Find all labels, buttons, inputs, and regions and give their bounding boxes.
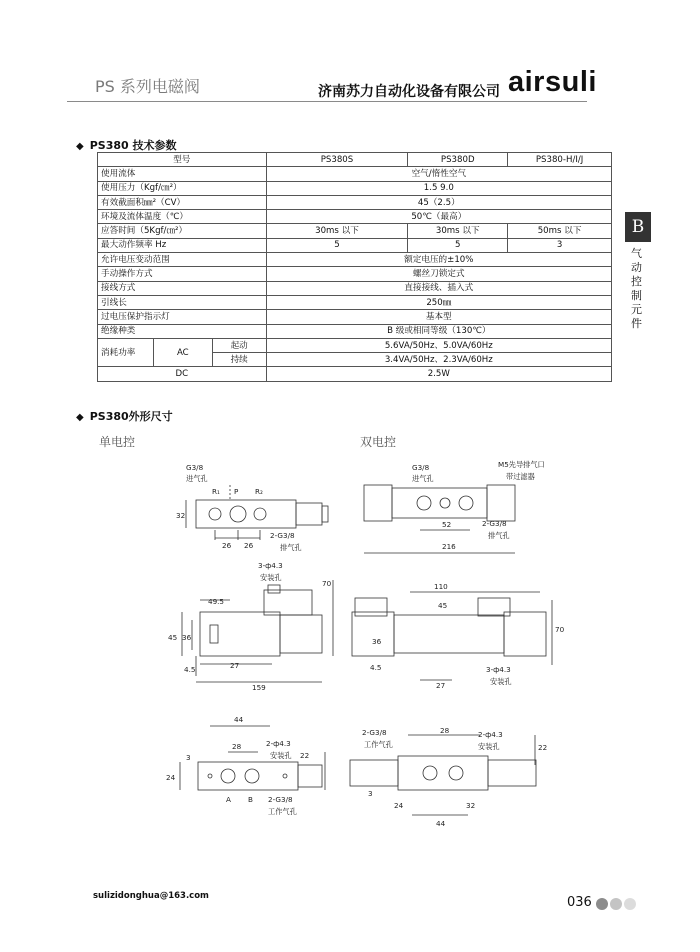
- row-label: 持续: [212, 353, 266, 367]
- contact-email: sulizidonghua@163.com: [93, 891, 209, 901]
- side-char: 元: [631, 303, 642, 316]
- row-value: 5: [408, 238, 508, 252]
- spec-section-title: ◆ PS380 技术参数: [76, 139, 177, 152]
- dim-label: 49.5: [208, 597, 225, 606]
- dim-label: 27: [436, 681, 446, 690]
- dim-label: G3/8: [186, 463, 204, 472]
- dim-label: 安装孔: [490, 677, 512, 686]
- page-dot-icon: [596, 898, 608, 910]
- row-label: 允许电压变动范围: [98, 253, 267, 267]
- dim-label: 159: [252, 683, 266, 692]
- row-label: 引线长: [98, 295, 267, 309]
- side-char: 制: [631, 289, 642, 302]
- header-cell: 型号: [98, 153, 267, 167]
- dim-label: 28: [440, 726, 450, 735]
- row-label: 使用流体: [98, 167, 267, 181]
- dim-label: 26: [244, 541, 254, 550]
- row-value: 30ms 以下: [408, 224, 508, 238]
- row-label: 消耗功率: [98, 338, 154, 367]
- dim-label: 2-ф4.3: [266, 739, 291, 748]
- page-number: 036: [567, 895, 592, 910]
- dim-label: 70: [555, 625, 565, 634]
- dim-label: 安装孔: [270, 751, 292, 760]
- page-dot-icon: [624, 898, 636, 910]
- company-name: 济南苏力自动化设备有限公司: [318, 84, 500, 100]
- dim-label: 4.5: [184, 665, 196, 674]
- row-value: 3.4VA/50Hz、2.3VA/60Hz: [266, 353, 611, 367]
- dim-label: R₂: [255, 487, 263, 496]
- row-value: 额定电压的±10%: [266, 253, 611, 267]
- dim-label: 进气孔: [412, 474, 434, 483]
- dim-label: 工作气孔: [364, 740, 393, 749]
- row-value: 250㎜: [266, 295, 611, 309]
- dim-label: 216: [442, 542, 456, 551]
- single-front-view: [182, 580, 333, 682]
- dim-label: 44: [436, 819, 446, 828]
- dim-label: B: [248, 795, 253, 804]
- header-cell: PS380-H/I/J: [508, 153, 612, 167]
- row-label: 起动: [212, 338, 266, 352]
- row-value: 空气/惰性空气: [266, 167, 611, 181]
- page-dot-icon: [610, 898, 622, 910]
- dim-label: 44: [234, 715, 244, 724]
- row-label: 绝缘种类: [98, 324, 267, 338]
- side-char: 件: [631, 317, 642, 330]
- dim-label: 32: [466, 801, 476, 810]
- double-coil-caption: 双电控: [360, 435, 397, 449]
- row-label: 接线方式: [98, 281, 267, 295]
- row-value: B 级或相同等级（130℃）: [266, 324, 611, 338]
- dim-label: 3: [368, 789, 373, 798]
- dim-label: 3-ф4.3: [258, 561, 283, 570]
- row-label: 应答时间（5Kgf/㎝²）: [98, 224, 267, 238]
- dim-label: 3-ф4.3: [486, 665, 511, 674]
- dim-label: 45: [438, 601, 448, 610]
- row-value: 50ms 以下: [508, 224, 612, 238]
- dim-label: 2-G3/8: [482, 519, 507, 528]
- single-coil-caption: 单电控: [99, 435, 136, 449]
- row-value: 5.6VA/50Hz、5.0VA/60Hz: [266, 338, 611, 352]
- dim-label: 进气孔: [186, 474, 208, 483]
- dim-label: 24: [394, 801, 404, 810]
- dim-label: 2-G3/8: [268, 795, 293, 804]
- dim-label: 36: [372, 637, 382, 646]
- double-front-view: [352, 592, 552, 680]
- dimension-section-title: ◆ PS380外形尺寸: [76, 410, 173, 423]
- side-char: 气: [631, 247, 642, 260]
- row-label: AC: [153, 338, 212, 367]
- dim-label: 安装孔: [478, 742, 500, 751]
- row-value: 45（2.5）: [266, 195, 611, 209]
- row-value: 50℃（最高）: [266, 210, 611, 224]
- dim-label: G3/8: [412, 463, 430, 472]
- dim-label: 22: [538, 743, 548, 752]
- row-label: 环境及流体温度（℃）: [98, 210, 267, 224]
- dim-label: 24: [166, 773, 176, 782]
- side-tab-letter: B: [625, 212, 651, 242]
- row-value: 3: [508, 238, 612, 252]
- series-title: PS 系列电磁阀: [95, 77, 200, 96]
- dim-label: R₁: [212, 487, 220, 496]
- dim-label: 45: [168, 633, 178, 642]
- row-value: 1.5 9.0: [266, 181, 611, 195]
- dim-label: 70: [322, 579, 332, 588]
- dim-label: 带过滤器: [506, 472, 535, 481]
- dim-label: 排气孔: [280, 543, 302, 552]
- dim-label: 2-G3/8: [362, 728, 387, 737]
- row-value: 30ms 以下: [266, 224, 408, 238]
- dim-label: 27: [230, 661, 240, 670]
- dim-label: 36: [182, 633, 192, 642]
- dim-label: 2-ф4.3: [478, 730, 503, 739]
- diamond-icon: ◆: [76, 412, 84, 423]
- diamond-icon: ◆: [76, 141, 84, 152]
- dim-label: 排气孔: [488, 531, 510, 540]
- dim-label: P: [234, 487, 239, 496]
- side-char: 动: [631, 261, 642, 274]
- side-char: 控: [631, 275, 642, 288]
- row-label: DC: [98, 367, 267, 381]
- dim-label: 26: [222, 541, 232, 550]
- row-label: 有效截面积㎜²（CV）: [98, 195, 267, 209]
- brand-logo: airsuli: [508, 66, 597, 98]
- row-value: 直接接线、插入式: [266, 281, 611, 295]
- row-label: 过电压保护指示灯: [98, 310, 267, 324]
- dim-label: A: [226, 795, 231, 804]
- row-value: 基本型: [266, 310, 611, 324]
- dim-label: 安装孔: [260, 573, 282, 582]
- dim-label: 工作气孔: [268, 807, 297, 816]
- header-cell: PS380D: [408, 153, 508, 167]
- row-label: 最大动作频率 Hz: [98, 238, 267, 252]
- header-cell: PS380S: [266, 153, 408, 167]
- dim-label: 2-G3/8: [270, 531, 295, 540]
- row-label: 手动操作方式: [98, 267, 267, 281]
- row-value: 2.5W: [266, 367, 611, 381]
- dim-label: 52: [442, 520, 452, 529]
- dim-label: 4.5: [370, 663, 382, 672]
- row-label: 使用压力（Kgf/㎝²）: [98, 181, 267, 195]
- dim-label: 32: [176, 511, 186, 520]
- row-value: 螺丝刀锁定式: [266, 267, 611, 281]
- dim-label: 22: [300, 751, 310, 760]
- dim-label: 3: [186, 753, 191, 762]
- dim-label: 110: [434, 582, 448, 591]
- row-value: 5: [266, 238, 408, 252]
- dim-label: 28: [232, 742, 242, 751]
- dim-label: M5先导排气口: [498, 460, 545, 469]
